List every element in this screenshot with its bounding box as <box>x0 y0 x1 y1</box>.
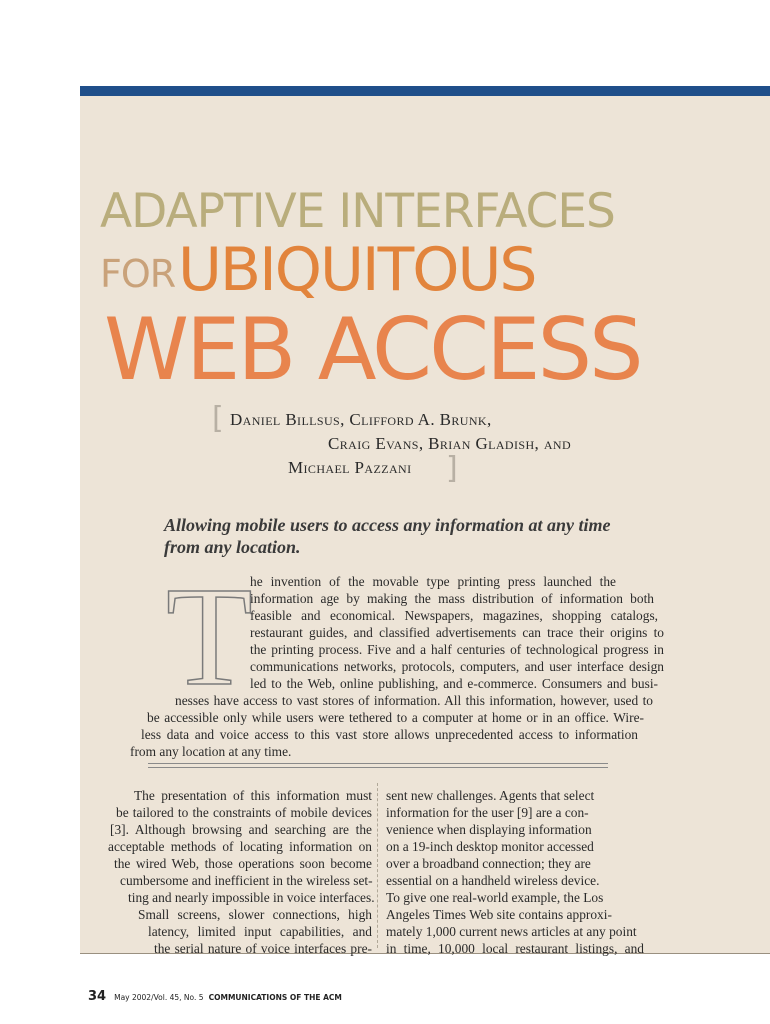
title-line-2-prefix: FOR <box>100 252 176 296</box>
intro-line: information age by making the mass distribution of information both <box>250 591 654 606</box>
right-column-line: mately 1,000 current news articles at any point <box>386 924 637 939</box>
right-column-line: To give one real-world example, the Los <box>386 890 604 905</box>
left-column-line: the serial nature of voice interfaces pre- <box>154 941 372 956</box>
top-color-bar <box>80 86 770 96</box>
right-column-line: in time, 10,000 local restaurant listings, and <box>386 941 644 956</box>
intro-line: led to the Web, online publishing, and e-commerce. Consumers and busi- <box>250 676 658 691</box>
right-column-line: venience when displaying information <box>386 822 592 837</box>
column-divider <box>377 783 378 948</box>
left-column-line: Small screens, slower connections, high <box>138 907 372 922</box>
left-column-line: acceptable methods of locating information on <box>108 839 372 854</box>
page-footer <box>88 985 342 1004</box>
left-column-line: ting and nearly impossible in voice interfaces. <box>128 890 375 905</box>
section-separator <box>148 763 608 768</box>
author-line-3: Michael Pazzani <box>288 458 412 477</box>
author-close-bracket: ] <box>446 451 458 486</box>
right-column-line: sent new challenges. Agents that select <box>386 788 595 803</box>
right-column-line: Angeles Times Web site contains approxi- <box>386 907 612 922</box>
right-column-line: information for the user [9] are a con- <box>386 805 589 820</box>
right-column-line: essential on a handheld wireless device. <box>386 873 600 888</box>
intro-line: the printing process. Five and a half centuries of technological progress in <box>250 642 664 657</box>
issue-info: May 2002/Vol. 45, No. 5 <box>114 993 204 1002</box>
intro-line: restaurant guides, and classified advertisements can trace their origins to <box>250 625 664 640</box>
right-column-line: on a 19-inch desktop monitor accessed <box>386 839 594 854</box>
article-deck: Allowing mobile users to access any information at any time from any location. <box>164 515 611 557</box>
left-column-line: latency, limited input capabilities, and <box>148 924 372 939</box>
intro-line: he invention of the movable type printing press launched the <box>250 574 616 589</box>
intro-line: communications networks, protocols, computers, and user interface design <box>250 659 664 674</box>
title-line-1: ADAPTIVE INTERFACES <box>100 184 615 239</box>
left-column-line: the wired Web, those operations soon become <box>114 856 372 871</box>
left-column-line: [3]. Although browsing and searching are the <box>110 822 372 837</box>
left-column-line: cumbersome and inefficient in the wireless set- <box>120 873 373 888</box>
author-open-bracket: [ <box>212 401 224 436</box>
intro-line: feasible and economical. Newspapers, magazines, shopping catalogs, <box>250 608 658 623</box>
author-line-2: Craig Evans, Brian Gladish, and <box>328 434 572 453</box>
title-line-2-main: UBIQUITOUS <box>178 235 536 305</box>
intro-line: less data and voice access to this vast store allows unprecedented access to information <box>141 727 638 742</box>
page-number: 34 <box>88 989 107 1004</box>
drop-cap: T <box>166 557 253 715</box>
journal-name: COMMUNICATIONS OF THE ACM <box>208 993 342 1002</box>
right-column-line: over a broadband connection; they are <box>386 856 591 871</box>
title-line-3: WEB ACCESS <box>104 300 641 400</box>
left-column-line: The presentation of this information must <box>134 788 372 803</box>
intro-line: from any location at any time. <box>130 744 292 759</box>
left-column-line: be tailored to the constraints of mobile devices <box>116 805 372 820</box>
intro-line: be accessible only while users were tethered to a computer at home or in an office. Wire- <box>147 710 644 725</box>
author-line-1: Daniel Billsus, Clifford A. Brunk, <box>230 410 492 429</box>
intro-line: nesses have access to vast stores of information. All this information, however, used to <box>175 693 653 708</box>
